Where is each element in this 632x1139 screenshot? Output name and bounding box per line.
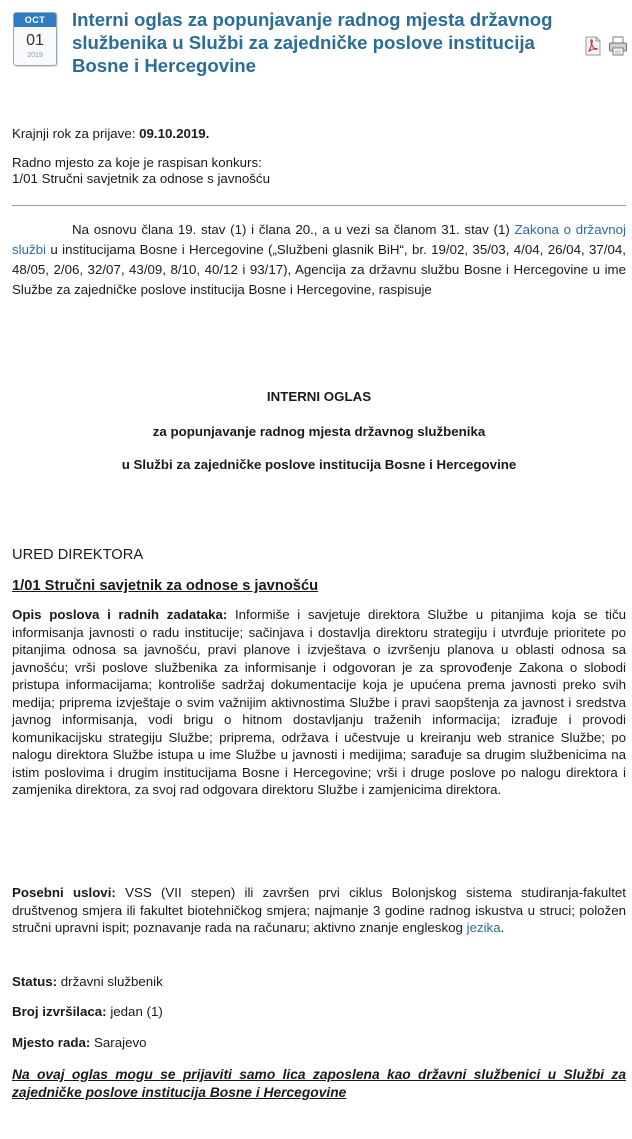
position-info bbox=[12, 155, 612, 187]
calendar-month: OCT bbox=[14, 13, 56, 27]
status-label: Status: bbox=[12, 974, 58, 989]
special-requirements-end: . bbox=[500, 920, 505, 935]
job-description-label: Opis poslova i radnih zadataka: bbox=[12, 607, 228, 622]
pdf-icon[interactable] bbox=[584, 36, 602, 56]
executors-line bbox=[12, 1003, 626, 1021]
article-header bbox=[12, 8, 626, 78]
law-link[interactable]: Zakona o državnoj službi bbox=[12, 222, 626, 257]
department-name: URED DIREKTORA bbox=[12, 547, 144, 563]
special-requirements bbox=[12, 884, 626, 937]
workplace-value: Sarajevo bbox=[94, 1035, 147, 1050]
print-icon[interactable] bbox=[608, 36, 626, 56]
special-requirements-text: VSS (VII stepen) ili završen prvi ciklus Bolonjskog sistema studiranja-fakultet društvenog smjera ili fakultet biotehničkog smjera; najmanje 3 godine radnog iskustva u struci; položen stručni upravni ispit; poznavanje rada na računaru; aktivno znanje engleskog bbox=[12, 885, 626, 935]
workplace-label: Mjesto rada: bbox=[12, 1035, 91, 1050]
status-value: državni službenik bbox=[60, 974, 163, 989]
intro-paragraph bbox=[12, 220, 626, 300]
status-line bbox=[12, 973, 626, 991]
job-description bbox=[12, 606, 626, 799]
announcement-heading: INTERNI OGLAS bbox=[266, 389, 372, 404]
deadline-value: 09.10.2019. bbox=[139, 126, 210, 141]
executors-label: Broj izvršilaca: bbox=[12, 1004, 107, 1019]
article-tools bbox=[584, 36, 628, 56]
announcement-subheading: za popunjavanje radnog mjesta državnog službenika bbox=[152, 424, 486, 439]
position-info-value: 1/01 Stručni savjetnik za odnose s javnošću bbox=[12, 171, 270, 186]
intro-text-end: u institucijama Bosne i Hercegovine („Službeni glasnik BiH“, br. 19/02, 35/03, 4/04, 26/04, 37/04, 48/05, 2/06, 32/07, 43/09, 8/10, 40/12 i 93/17), Agencija za državnu službu Bosne i Hercegovine u ime Službe za zajedničke poslove institucija Bosne i Hercegovine, raspisuje bbox=[12, 242, 626, 297]
divider bbox=[12, 205, 626, 206]
position-title: 1/01 Stručni savjetnik za odnose s javnošću bbox=[12, 578, 319, 594]
deadline-label: Krajnji rok za prijave: bbox=[12, 126, 136, 141]
eligibility-note: Na ovaj oglas mogu se prijaviti samo lica zaposlena kao državni službenici u Službi za zajedničke poslove institucija Bosne i Hercegovine bbox=[12, 1067, 626, 1100]
workplace-line bbox=[12, 1034, 626, 1052]
calendar-day: 01 bbox=[26, 32, 44, 49]
deadline bbox=[12, 126, 209, 142]
position-info-label: Radno mjesto za koje je raspisan konkurs: bbox=[12, 155, 262, 170]
announcement-subheading-institution: u Službi za zajedničke poslove institucija Bosne i Hercegovine bbox=[121, 457, 517, 472]
page-title: Interni oglas za popunjavanje radnog mjesta državnog službenika u Službi za zajedničke poslove institucija Bosne i Hercegovine bbox=[72, 9, 553, 76]
executors-value: jedan (1) bbox=[110, 1004, 163, 1019]
calendar-date-icon bbox=[13, 12, 57, 66]
intro-text-start: Na osnovu člana 19. stav (1) i člana 20., a u vezi sa članom 31. stav (1) bbox=[72, 222, 510, 237]
job-description-text: Informiše i savjetuje direktora Službe u pitanjima koja se tiču informisanja javnosti o radu institucije; sačinjava i dostavlja direktoru strategiju i utvrđuje prioritete po pitanjima odnosa sa javnošću, pravi planove i izvještava o izvršenju planova u oblasti odnosa sa javnošću; vrši poslove službenika za informisanje i odgovoran je za sprovođenje Zakona o slobodi pristupa informacijama; kontroliše sadržaj dokumentacije koja je upućena prema javnosti preko svih medija; priprema izvještaje o svim važnijim aktivnostima Službe i pravi saopštenja za javnost i sredstva javnog informisanja, vodi brigu o hitnom dostavljanju traženih informacija; izrađuje i provodi komunikacijsku strategiju Službe; priprema, održava i učestvuje u kreiranju web stranice Službe; po nalogu direktora Službe istupa u ime Službe u javnosti i medijima; sarađuje sa drugim službenicima na istim poslovima i drugim institucijama Bosne i Hercegovine; vrši i druge poslove po nalogu direktora i zamjenika direktora, za svoj rad odgovara direktoru Službe i zamjenicima direktora. bbox=[12, 607, 626, 797]
special-requirements-label: Posebni uslovi: bbox=[12, 885, 116, 900]
calendar-year: 2019 bbox=[27, 52, 43, 59]
language-link[interactable]: jezika bbox=[466, 920, 501, 935]
